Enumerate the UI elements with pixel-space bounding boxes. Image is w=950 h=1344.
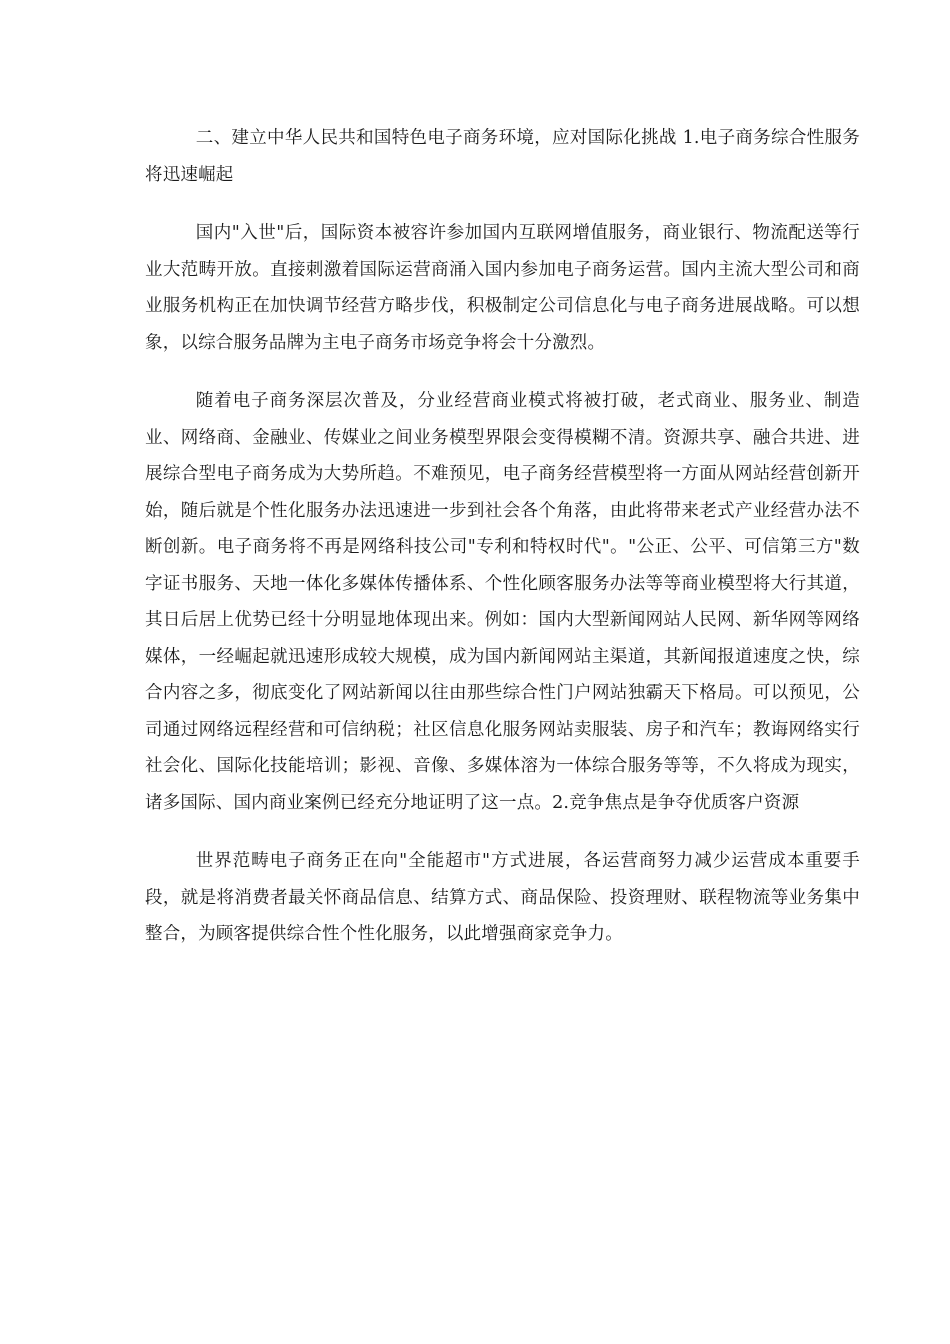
paragraph-section-heading: 二、建立中华人民共和国特色电子商务环境，应对国际化挑战 1.电子商务综合性服务将迅速崛起 <box>145 128 860 185</box>
paragraph-wto-entry: 国内"入世"后，国际资本被容许参加国内互联网增值服务，商业银行、物流配送等行业大范畴开放。直接刺激着国际运营商涌入国内参加电子商务运营。国内主流大型公司和商业服务机构正在加快调节经营方略步伐，积极制定公司信息化与电子商务进展战略。可以想象，以综合服务品牌为主电子商务市场竞争将会十分激烈。 <box>145 223 860 353</box>
paragraph-business-model: 随着电子商务深层次普及，分业经营商业模式将被打破，老式商业、服务业、制造业、网络商、金融业、传媒业之间业务模型界限会变得模糊不清。资源共享、融合共进、进展综合型电子商务成为大势所趋。不难预见，电子商务经营模型将一方面从网站经营创新开始，随后就是个性化服务办法迅速进一步到社会各个角落，由此将带来老式产业经营办法不断创新。电子商务将不再是网络科技公司"专利和特权时代"。"公正、公平、可信第三方"数字证书服务、天地一体化多媒体传播体系、个性化顾客服务办法等等商业模型将大行其道，其日后居上优势已经十分明显地体现出来。例如：国内大型新闻网站人民网、新华网等网络媒体，一经崛起就迅速形成较大规模，成为国内新闻网站主渠道，其新闻报道速度之快，综合内容之多，彻底变化了网站新闻以往由那些综合性门户网站独霸天下格局。可以预见，公司通过网络远程经营和可信纳税；社区信息化服务网站卖服装、房子和汽车；教诲网络实行社会化、国际化技能培训；影视、音像、多媒体溶为一体综合服务等等，不久将成为现实，诸多国际、国内商业案例已经充分地证明了这一点。2.竞争焦点是争夺优质客户资源 <box>145 391 860 813</box>
document-body <box>145 120 860 953</box>
paragraph-all-in-one-market: 世界范畴电子商务正在向"全能超市"方式进展，各运营商努力减少运营成本重要手段，就是将消费者最关怀商品信息、结算方式、商品保险、投资理财、联程物流等业务集中整合，为顾客提供综合性个性化服务，以此增强商家竞争力。 <box>145 851 860 944</box>
